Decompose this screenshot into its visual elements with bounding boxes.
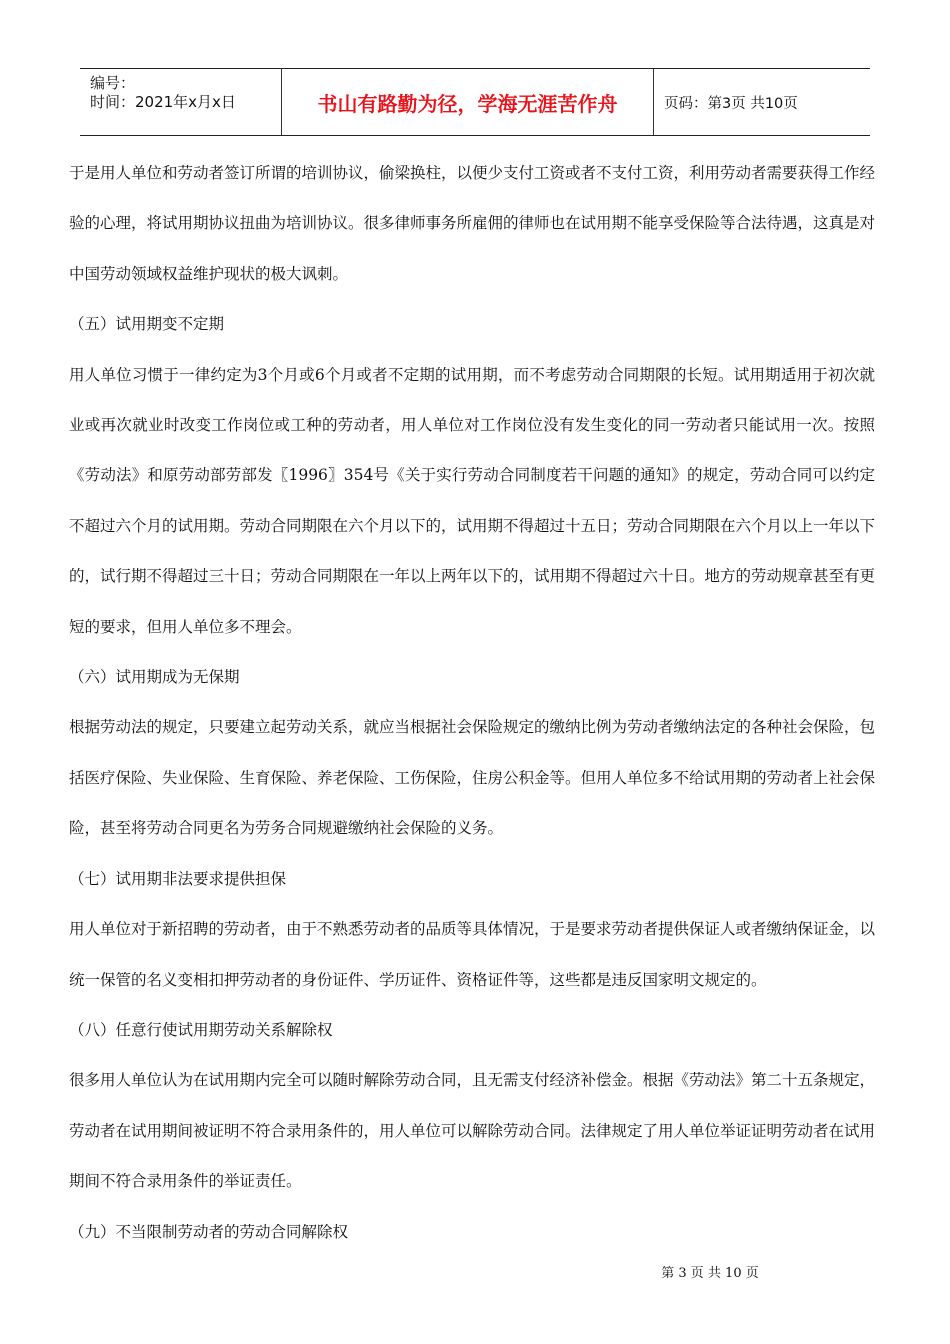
section-heading: （五）试用期变不定期 [69, 315, 225, 334]
page-footer: 第 3 页 共 10 页 [661, 1266, 759, 1281]
paragraph: 于是用人单位和劳动者签订所谓的培训协议，偷梁换柱，以便少支付工资或者不支付工资，利用劳动者需要获得工作经验的心理，将试用期协议扭曲为培训协议。很多律师事务所雇佣的律师也在试用期不能享受保险等合法待遇，这真是对中国劳动领域权益维护现状的极大讽刺。 [69, 164, 876, 283]
header-motto: 书山有路勤为径，学海无涯苦作舟 [282, 69, 654, 135]
paragraph: 根据劳动法的规定，只要建立起劳动关系，就应当根据社会保险规定的缴纳比例为劳动者缴纳法定的各种社会保险，包括医疗保险、失业保险、生育保险、养老保险、工伤保险，住房公积金等。但用人单位多不给试用期的劳动者上社会保险，甚至将劳动合同更名为劳务合同规避缴纳社会保险的义务。 [69, 718, 876, 838]
section-heading: （六）试用期成为无保期 [69, 668, 240, 687]
paragraph: 用人单位对于新招聘的劳动者，由于不熟悉劳动者的品质等具体情况，于是要求劳动者提供保证人或者缴纳保证金，以统一保管的名义变相扣押劳动者的身份证件、学历证件、资格证件等，这些都是违反国家明文规定的。 [69, 920, 876, 989]
header-page-number: 页码：第3页 共10页 [664, 95, 798, 112]
page-header [80, 68, 870, 136]
paragraph: 很多用人单位认为在试用期内完全可以随时解除劳动合同，且无需支付经济补偿金。根据《劳动法》第二十五条规定，劳动者在试用期间被证明不符合录用条件的，用人单位可以解除劳动合同。法律规定了用人单位举证证明劳动者在试用期间不符合录用条件的举证责任。 [69, 1071, 876, 1191]
section-heading: （八）任意行使试用期劳动关系解除权 [69, 1020, 333, 1039]
document-body [69, 148, 875, 1257]
header-meta-cell [80, 69, 282, 135]
document-date-label: 时间：2021年x月x日 [90, 93, 236, 111]
section-heading: （九）不当限制劳动者的劳动合同解除权 [69, 1222, 349, 1241]
paragraph: 用人单位习惯于一律约定为3个月或6个月或者不定期的试用期，而不考虑劳动合同期限的长短。试用期适用于初次就业或再次就业时改变工作岗位或工种的劳动者，用人单位对工作岗位没有发生变化的同一劳动者只能试用一次。按照《劳动法》和原劳动部劳部发〖1996〗354号《关于实行劳动合同制度若干问题的通知》的规定，劳动合同可以约定不超过六个月的试用期。劳动合同期限在六个月以下的，试用期不得超过十五日；劳动合同期限在六个月以上一年以下的，试行期不得超过三十日；劳动合同期限在一年以上两年以下的，试用期不得超过六十日。地方的劳动规章甚至有更短的要求，但用人单位多不理会。 [69, 365, 876, 636]
section-heading: （七）试用期非法要求提供担保 [69, 869, 287, 888]
document-code-label: 编号： [90, 74, 136, 92]
